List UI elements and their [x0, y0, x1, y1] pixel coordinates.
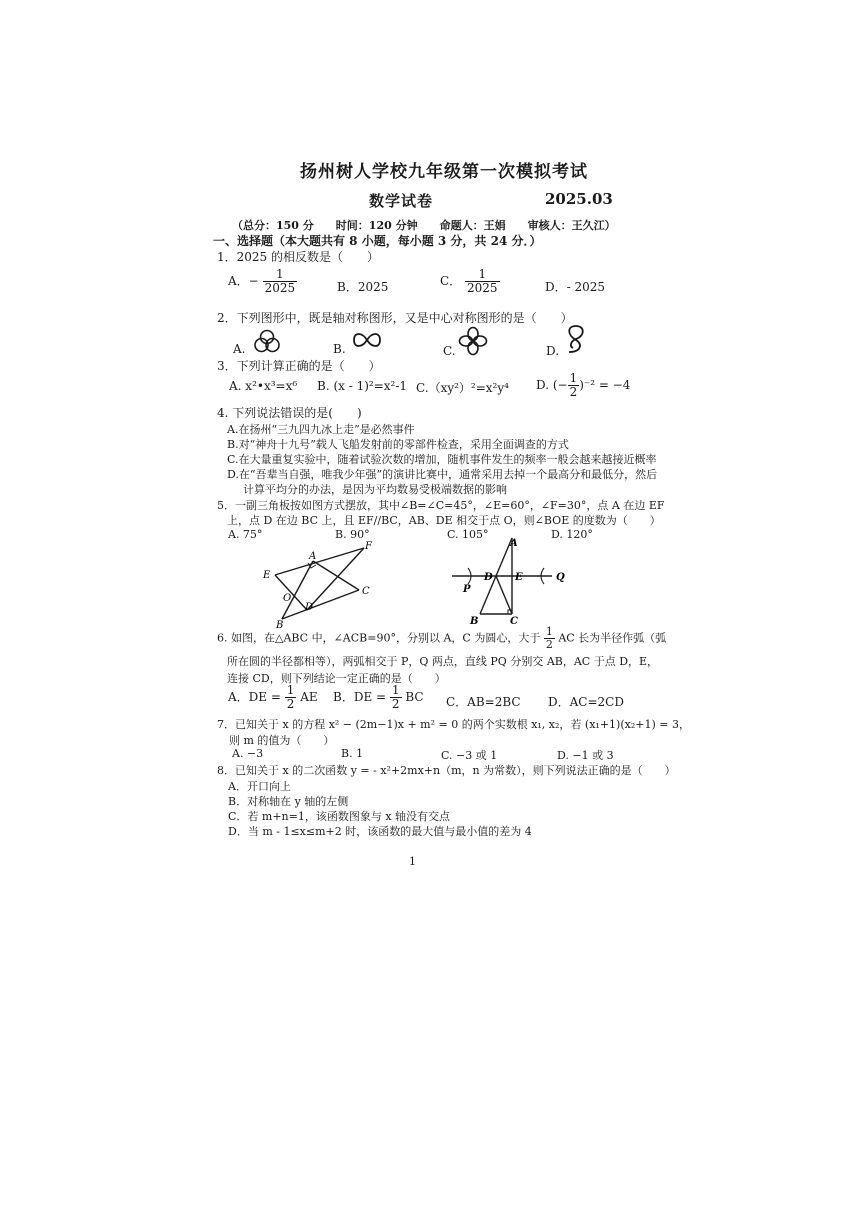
- question-1-option-c: C． $\frac{1}{2025}$: [440, 267, 498, 296]
- infinity-icon: [352, 330, 382, 350]
- question-8-option-c: C．若 m+n=1，该函数图象与 x 轴没有交点: [228, 810, 451, 823]
- question-4-option-a: A.在扬州“三九四九冰上走”是必然事件: [227, 423, 415, 436]
- question-7-option-a: A. −3: [232, 747, 264, 760]
- trefoil-knot-icon: [252, 328, 282, 354]
- question-8-option-d: D．当 m - 1≤x≤m+2 时，该函数的最大值与最小值的差为 4: [228, 825, 532, 838]
- question-7-option-b: B. 1: [341, 747, 364, 760]
- question-7-option-d: D. −1 或 3: [557, 749, 614, 762]
- question-4-stem: 4. 下列说法错误的是( ): [217, 406, 362, 420]
- question-6-option-b: B．DE = $\frac{1}{2}$ BC: [333, 683, 424, 712]
- question-7-stem-line1: 7．已知关于 x 的方程 x² − (2m−1)x + m² = 0 的两个实数根 x₁, x₂，若 (x₁+1)(x₂+1) = 3，: [217, 718, 690, 731]
- exam-meta: （总分：150 分 时间：120 分钟 命题人：王娟 审核人：王久江）: [232, 219, 616, 232]
- question-5-stem-line2: 上，点 D 在边 BC 上，且 EF//BC，AB、DE 相交于点 O，则∠BOE 的度数为（ ）: [227, 514, 661, 527]
- figure-triangle-boards: [256, 538, 386, 630]
- exam-date: 2025.03: [545, 190, 613, 208]
- fig1-label-o: O: [283, 593, 292, 604]
- section-heading: 一、选择题（本大题共有 8 小题，每小题 3 分，共 24 分．）: [213, 234, 542, 248]
- question-6-stem-line3: 连接 CD，则下列结论一定正确的是（ ）: [227, 672, 446, 685]
- question-2-option-b: B.: [333, 342, 346, 356]
- fig2-label-e: E: [515, 572, 523, 583]
- question-6-option-d: D．AC=2CD: [548, 695, 624, 709]
- exam-title: 扬州树人学校九年级第一次模拟考试: [300, 162, 588, 182]
- question-7-stem-line2: 则 m 的值为（ ）: [229, 734, 335, 747]
- question-4-option-d-line2: 计算平均分的办法，是因为平均数易受极端数据的影响: [243, 483, 507, 496]
- fig1-label-c: C: [362, 586, 370, 597]
- four-leaf-icon: [458, 326, 488, 356]
- fig2-label-p: P: [463, 584, 471, 595]
- question-3-option-d: D. (− $\frac{1}{2}$ )⁻² = −4: [536, 371, 631, 400]
- question-5-option-c: C. 105°: [447, 528, 489, 541]
- question-4-option-d-line1: D.在“吾辈当自强，唯我少年强”的演讲比赛中，通常采用去掉一个最高分和最低分，然后: [227, 468, 658, 481]
- question-2-stem: 2．下列图形中，既是轴对称图形，又是中心对称图形的是（ ）: [217, 311, 573, 325]
- line-dc: [496, 576, 512, 614]
- fig1-label-f: F: [365, 541, 372, 552]
- figure-perpendicular-bisector: [448, 534, 572, 626]
- question-1-option-d: D．- 2025: [545, 280, 606, 294]
- fig1-label-a: A: [309, 551, 317, 562]
- question-5-option-d: D. 120°: [551, 528, 593, 541]
- question-1-stem: 1．2025 的相反数是（ ）: [217, 250, 379, 264]
- fig2-label-a: A: [510, 538, 518, 549]
- question-3-option-a: A. x²•x³=x⁶: [229, 379, 298, 393]
- fig1-label-b: B: [276, 620, 284, 630]
- question-8-option-b: B．对称轴在 y 轴的左侧: [228, 795, 349, 808]
- fig1-label-d: D: [305, 602, 314, 613]
- question-2-option-a: A.: [233, 342, 246, 356]
- question-3-option-c: C.（xy²）²=x²y⁴: [416, 381, 509, 395]
- question-4-option-b: B.对“神舟十九号”载人飞船发射前的零部件检查，采用全面调查的方式: [227, 438, 569, 451]
- fig2-label-c: C: [510, 616, 518, 626]
- question-6-option-a: A．DE = $\frac{1}{2}$ AE: [228, 683, 318, 712]
- question-8-stem: 8．已知关于 x 的二次函数 y = - x²+2mx+n（m，n 为常数），则下列说法正确的是（ ）: [217, 764, 676, 777]
- question-5-option-b: B. 90°: [335, 528, 370, 541]
- fig2-label-d: D: [484, 572, 493, 583]
- question-6-stem-line1: 6. 如图，在△ABC 中，∠ACB=90°，分别以 A，C 为圆心，大于 $\frac{1}{2}$ AC 长为半径作弧（弧: [217, 625, 667, 652]
- question-1-option-b: B．2025: [337, 280, 389, 294]
- question-2-option-c: C.: [443, 344, 456, 358]
- question-5-option-a: A. 75°: [228, 528, 263, 541]
- page-number: 1: [409, 855, 416, 868]
- fig1-label-e: E: [263, 570, 271, 581]
- line-ac: [313, 561, 359, 590]
- fig2-label-b: B: [470, 616, 479, 626]
- subject-title: 数学试卷: [369, 192, 434, 210]
- fig2-label-q: Q: [556, 572, 565, 583]
- question-4-option-c: C.在大量重复实验中，随着试验次数的增加，随机事件发生的频率一般会越来越接近概率: [227, 453, 657, 466]
- question-5-stem-line1: 5．一副三角板按如图方式摆放，其中∠B=∠C=45°，∠E=60°，∠F=30°，点 A 在边 EF: [217, 499, 665, 512]
- question-8-option-a: A．开口向上: [228, 780, 291, 793]
- question-6-option-c: C．AB=2BC: [446, 695, 521, 709]
- question-1-option-a: A．− $\frac{1}{2025}$: [228, 267, 296, 296]
- question-7-option-c: C. −3 或 1: [441, 749, 498, 762]
- question-6-stem-line2: 所在圆的半径都相等），两弧相交于 P，Q 两点，直线 PQ 分别交 AB，AC 于点 D，E，: [227, 655, 659, 668]
- question-2-option-d: D.: [546, 344, 560, 358]
- question-3-option-b: B. (x - 1)²=x²-1: [317, 379, 408, 393]
- curl-knot-icon: [563, 322, 589, 358]
- question-3-stem: 3．下列计算正确的是（ ）: [217, 359, 381, 373]
